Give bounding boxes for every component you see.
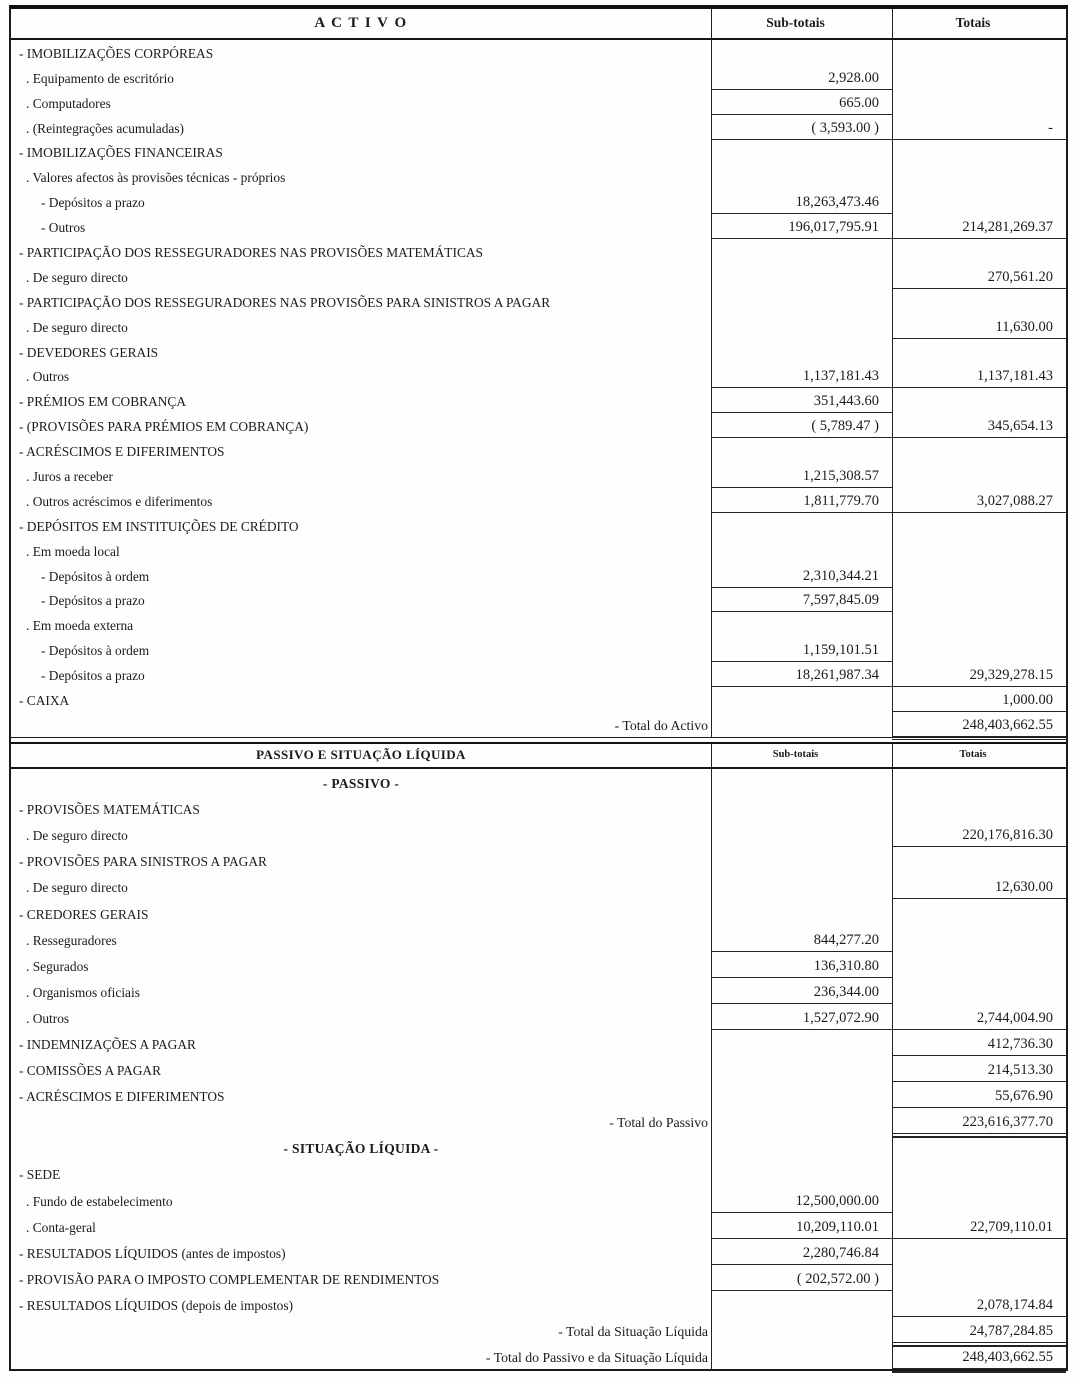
passivo-section-title: PASSIVO E SITUAÇÃO LÍQUIDA [256, 747, 466, 763]
total-cell [892, 438, 1066, 463]
subtotal-cell [711, 239, 892, 264]
row-label: . Equipamento de escritório [26, 70, 174, 86]
subtotal-cell: 1,137,181.43 [711, 364, 892, 389]
table-row [11, 1108, 1066, 1134]
total-cell: 11,630.00 [892, 314, 1066, 339]
total-cell [892, 339, 1066, 364]
subtotal-cell [711, 289, 892, 314]
table-row [11, 795, 1066, 821]
table-row [11, 413, 1066, 438]
subtotal-cell: 18,263,473.46 [711, 189, 892, 214]
row-label: . Computadores [26, 95, 111, 111]
total-cell [892, 1265, 1066, 1291]
table-row [11, 164, 1066, 189]
table-row [11, 538, 1066, 563]
table-row [11, 612, 1066, 637]
activo-rows [11, 40, 1066, 737]
table-row [11, 926, 1066, 952]
total-cell [892, 563, 1066, 588]
row-label: . Em moeda externa [26, 618, 134, 634]
total-cell: - [892, 115, 1066, 140]
table-row [11, 214, 1066, 239]
row-label: - PRÉMIOS EM COBRANÇA [19, 394, 187, 410]
subtotal-cell [711, 612, 892, 637]
row-label: - PARTICIPAÇÃO DOS RESSEGURADORES NAS PROVISÕES MATEMÁTICAS [19, 245, 483, 261]
total-cell: 22,709,110.01 [892, 1213, 1066, 1239]
table-row [11, 769, 1066, 795]
table-row [11, 264, 1066, 289]
row-label: - ACRÉSCIMOS E DIFERIMENTOS [19, 444, 225, 460]
total-cell [892, 90, 1066, 115]
table-row [11, 1186, 1066, 1212]
total-cell: 29,329,278.15 [892, 662, 1066, 687]
row-label: . Segurados [26, 958, 89, 974]
subtotal-cell [711, 795, 892, 821]
row-label: . De seguro directo [26, 319, 128, 335]
row-label: - IMOBILIZAÇÕES FINANCEIRAS [19, 145, 223, 161]
total-cell [892, 1134, 1066, 1160]
table-row [11, 189, 1066, 214]
row-label: - IMOBILIZAÇÕES CORPÓREAS [19, 45, 214, 61]
row-label: - PARTICIPAÇÃO DOS RESSEGURADORES NAS PROVISÕES PARA SINISTROS A PAGAR [19, 294, 551, 310]
activo-section-title: A C T I V O [314, 15, 408, 31]
subtotal-cell [711, 513, 892, 538]
total-cell [892, 1239, 1066, 1265]
row-label: - Total da Situação Líquida [558, 1324, 708, 1339]
subtotal-cell: 18,261,987.34 [711, 662, 892, 687]
subtotal-cell [711, 164, 892, 189]
row-label: - Total do Passivo [609, 1115, 708, 1131]
subtotal-cell: 2,280,746.84 [711, 1239, 892, 1265]
row-label: - DEVEDORES GERAIS [19, 344, 159, 360]
table-row [11, 289, 1066, 314]
table-row [11, 65, 1066, 90]
table-row [11, 1213, 1066, 1239]
table-row [11, 90, 1066, 115]
row-label: - (PROVISÕES PARA PRÉMIOS EM COBRANÇA) [19, 419, 309, 435]
row-label: - PASSIVO - [322, 776, 400, 792]
subtotal-cell: 844,277.20 [711, 926, 892, 952]
total-cell [892, 189, 1066, 214]
table-row [11, 388, 1066, 413]
totals-column-header: Totais [892, 9, 1066, 38]
subtotal-cell [711, 1160, 892, 1186]
table-row [11, 1317, 1066, 1343]
total-cell: 2,744,004.90 [892, 1004, 1066, 1030]
subtotals-column-header: Sub-totais [711, 744, 892, 767]
table-row [11, 239, 1066, 264]
row-label: . De seguro directo [26, 880, 128, 896]
subtotal-cell [711, 899, 892, 925]
subtotal-cell [711, 339, 892, 364]
subtotal-cell [711, 847, 892, 873]
row-label: - CAIXA [19, 693, 70, 709]
table-row [11, 339, 1066, 364]
table-row [11, 463, 1066, 488]
table-row [11, 847, 1066, 873]
table-row [11, 563, 1066, 588]
row-label: . Outros acréscimos e diferimentos [26, 493, 213, 509]
subtotal-cell [711, 821, 892, 847]
table-row [11, 1004, 1066, 1030]
row-label: - Depósitos à ordem [41, 643, 150, 659]
subtotal-cell: 1,527,072.90 [711, 1004, 892, 1030]
row-label: . Valores afectos às provisões técnicas - próprios [26, 170, 286, 186]
total-cell: 412,736.30 [892, 1030, 1066, 1056]
row-label: - Total do Activo [614, 717, 708, 733]
total-cell [892, 65, 1066, 90]
subtotal-cell [711, 538, 892, 563]
subtotal-cell [711, 1317, 892, 1343]
total-cell: 248,403,662.55 [892, 712, 1066, 737]
table-row [11, 588, 1066, 613]
subtotal-cell: 665.00 [711, 90, 892, 115]
subtotal-cell [711, 438, 892, 463]
row-label: - Depósitos a prazo [41, 195, 145, 211]
total-cell: 1,000.00 [892, 687, 1066, 712]
subtotal-cell [711, 712, 892, 737]
row-label: . (Reintegrações acumuladas) [26, 120, 185, 136]
subtotal-cell: 1,159,101.51 [711, 637, 892, 662]
total-cell: 220,176,816.30 [892, 821, 1066, 847]
table-row [11, 1056, 1066, 1082]
row-label: . Organismos oficiais [26, 984, 140, 1000]
table-row [11, 314, 1066, 339]
subtotal-cell: 236,344.00 [711, 978, 892, 1004]
total-cell: 2,078,174.84 [892, 1291, 1066, 1317]
table-row [11, 873, 1066, 899]
row-label: - PROVISÕES MATEMÁTICAS [19, 802, 200, 818]
total-cell [892, 40, 1066, 65]
total-cell [892, 463, 1066, 488]
row-label: . Juros a receber [26, 469, 113, 485]
subtotal-cell: 2,310,344.21 [711, 563, 892, 588]
subtotal-cell: ( 202,572.00 ) [711, 1265, 892, 1291]
passivo-header-row [11, 744, 1066, 769]
row-label: . Outros [26, 369, 70, 385]
subtotal-cell [711, 1082, 892, 1108]
totals-column-header: Totais [892, 744, 1066, 767]
total-cell [892, 795, 1066, 821]
row-label: - Depósitos a prazo [41, 668, 145, 684]
total-cell [892, 769, 1066, 795]
passivo-section [11, 744, 1066, 1369]
total-cell: 345,654.13 [892, 413, 1066, 438]
total-cell [892, 140, 1066, 165]
total-cell [892, 978, 1066, 1004]
table-row [11, 488, 1066, 513]
subtotal-cell: 2,928.00 [711, 65, 892, 90]
row-label: - ACRÉSCIMOS E DIFERIMENTOS [19, 1089, 225, 1105]
row-label: . De seguro directo [26, 269, 128, 285]
table-row [11, 978, 1066, 1004]
total-cell: 55,676.90 [892, 1082, 1066, 1108]
total-cell [892, 1186, 1066, 1212]
row-label: . Outros [26, 1010, 70, 1026]
row-label: - COMISSÕES A PAGAR [19, 1063, 162, 1079]
row-label: - Total do Passivo e da Situação Líquida [485, 1350, 708, 1366]
subtotal-cell: 136,310.80 [711, 952, 892, 978]
subtotal-cell [711, 687, 892, 712]
row-label: - CREDORES GERAIS [19, 906, 149, 922]
total-cell [892, 899, 1066, 925]
total-cell [892, 1160, 1066, 1186]
table-row [11, 1343, 1066, 1369]
total-cell [892, 239, 1066, 264]
table-row [11, 899, 1066, 925]
subtotal-cell: ( 3,593.00 ) [711, 115, 892, 140]
row-label: - Depósitos a prazo [41, 593, 145, 609]
subtotal-cell [711, 1030, 892, 1056]
balance-sheet-table [9, 5, 1068, 1371]
total-cell [892, 847, 1066, 873]
total-cell [892, 164, 1066, 189]
subtotal-cell: 1,215,308.57 [711, 463, 892, 488]
passivo-rows [11, 769, 1066, 1369]
total-cell [892, 637, 1066, 662]
activo-section [11, 9, 1066, 737]
row-label: - RESULTADOS LÍQUIDOS (depois de impostos) [19, 1297, 294, 1313]
total-cell: 1,137,181.43 [892, 364, 1066, 389]
subtotal-cell [711, 1108, 892, 1134]
subtotal-cell: 196,017,795.91 [711, 214, 892, 239]
total-cell [892, 513, 1066, 538]
total-cell: 214,281,269.37 [892, 214, 1066, 239]
total-cell: 270,561.20 [892, 264, 1066, 289]
table-row [11, 438, 1066, 463]
table-row [11, 1160, 1066, 1186]
table-row [11, 662, 1066, 687]
total-cell [892, 388, 1066, 413]
row-label: - DEPÓSITOS EM INSTITUIÇÕES DE CRÉDITO [19, 518, 299, 534]
total-cell [892, 588, 1066, 613]
subtotal-cell [711, 264, 892, 289]
table-row [11, 1134, 1066, 1160]
row-label: - SITUAÇÃO LÍQUIDA - [283, 1141, 439, 1157]
row-label: - RESULTADOS LÍQUIDOS (antes de impostos) [19, 1245, 286, 1261]
subtotal-cell: 351,443.60 [711, 388, 892, 413]
row-label: . Conta-geral [26, 1219, 96, 1235]
row-label: - PROVISÕES PARA SINISTROS A PAGAR [19, 854, 267, 870]
row-label: - SEDE [19, 1167, 61, 1183]
total-cell: 3,027,088.27 [892, 488, 1066, 513]
row-label: - Depósitos à ordem [41, 568, 150, 584]
subtotal-cell [711, 140, 892, 165]
total-cell: 214,513.30 [892, 1056, 1066, 1082]
subtotal-cell: 1,811,779.70 [711, 488, 892, 513]
row-label: . Fundo de estabelecimento [26, 1193, 173, 1209]
subtotal-cell [711, 769, 892, 795]
total-cell: 12,630.00 [892, 873, 1066, 899]
total-cell: 24,787,284.85 [892, 1317, 1066, 1343]
subtotal-cell [711, 1056, 892, 1082]
row-label: . Em moeda local [26, 543, 120, 559]
subtotal-cell [711, 40, 892, 65]
table-row [11, 115, 1066, 140]
subtotal-cell: 7,597,845.09 [711, 588, 892, 613]
total-cell [892, 612, 1066, 637]
table-row [11, 364, 1066, 389]
row-label: - PROVISÃO PARA O IMPOSTO COMPLEMENTAR DE RENDIMENTOS [19, 1271, 440, 1287]
activo-header-row [11, 9, 1066, 40]
total-cell [892, 926, 1066, 952]
table-row [11, 821, 1066, 847]
subtotal-cell [711, 1134, 892, 1160]
table-row [11, 1030, 1066, 1056]
table-row [11, 40, 1066, 65]
total-cell [892, 289, 1066, 314]
total-cell: 248,403,662.55 [892, 1343, 1066, 1369]
table-row [11, 140, 1066, 165]
subtotal-cell [711, 873, 892, 899]
subtotals-column-header: Sub-totais [711, 9, 892, 38]
table-row [11, 687, 1066, 712]
total-cell: 223,616,377.70 [892, 1108, 1066, 1134]
subtotal-cell: 10,209,110.01 [711, 1213, 892, 1239]
row-label: - INDEMNIZAÇÕES A PAGAR [19, 1036, 196, 1052]
table-row [11, 1265, 1066, 1291]
row-label: - Outros [41, 220, 86, 236]
total-cell [892, 538, 1066, 563]
subtotal-cell: ( 5,789.47 ) [711, 413, 892, 438]
table-row [11, 1291, 1066, 1317]
subtotal-cell [711, 314, 892, 339]
row-label: . De seguro directo [26, 828, 128, 844]
subtotal-cell [711, 1343, 892, 1369]
table-row [11, 712, 1066, 737]
table-row [11, 1239, 1066, 1265]
subtotal-cell: 12,500,000.00 [711, 1186, 892, 1212]
table-row [11, 637, 1066, 662]
subtotal-cell [711, 1291, 892, 1317]
total-cell [892, 952, 1066, 978]
table-row [11, 1082, 1066, 1108]
table-row [11, 952, 1066, 978]
row-label: . Resseguradores [26, 932, 117, 948]
table-row [11, 513, 1066, 538]
